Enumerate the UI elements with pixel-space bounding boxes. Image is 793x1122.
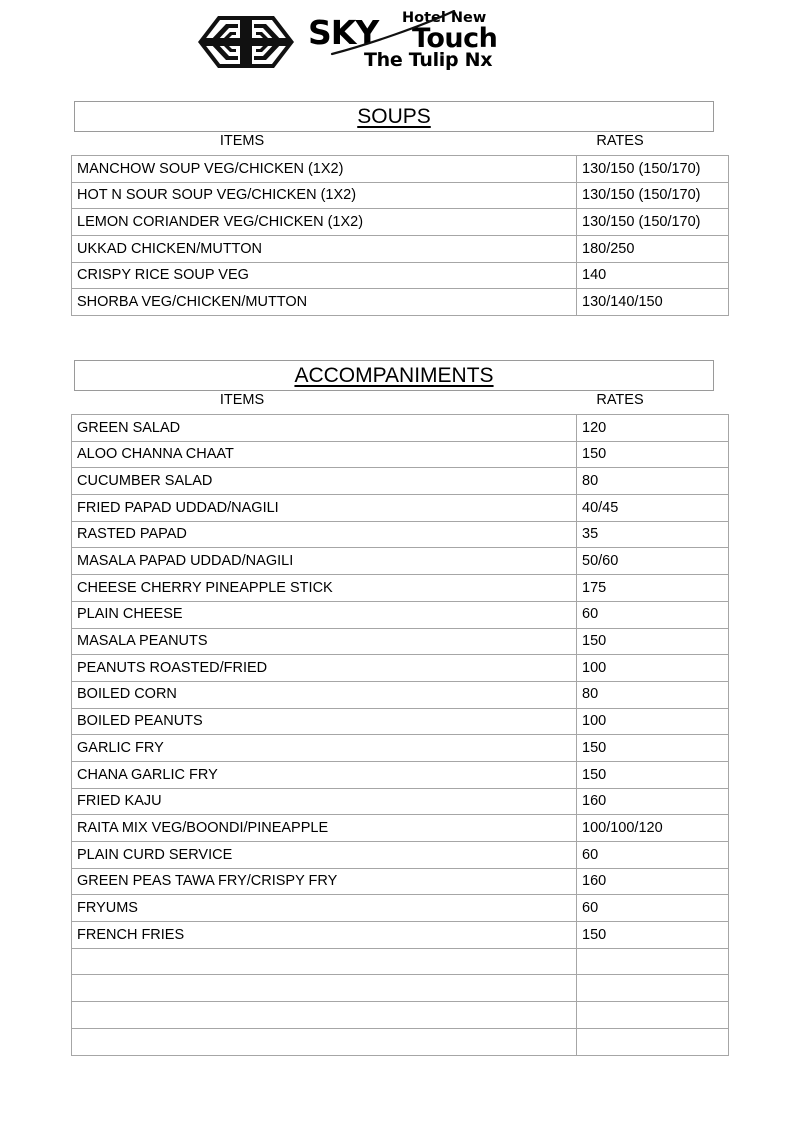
- cell-rate: [577, 1002, 729, 1029]
- table-row: [72, 601, 729, 628]
- cell-rate: 130/150 (150/170): [577, 209, 729, 236]
- cell-rate: 100: [577, 655, 729, 682]
- brand-logo: [196, 8, 556, 74]
- brand-sky-text: SKY: [308, 13, 379, 52]
- cell-item: FRIED KAJU: [72, 788, 577, 815]
- table-row-empty: [72, 948, 729, 975]
- cell-rate: 160: [577, 868, 729, 895]
- cell-item: GREEN PEAS TAWA FRY/CRISPY FRY: [72, 868, 577, 895]
- table-row-empty: [72, 1028, 729, 1055]
- table-row: [72, 895, 729, 922]
- brand-wordmark: [302, 8, 556, 74]
- cell-item: PEANUTS ROASTED/FRIED: [72, 655, 577, 682]
- cell-rate: 100: [577, 708, 729, 735]
- table-row: [72, 628, 729, 655]
- cell-item: FRIED PAPAD UDDAD/NAGILI: [72, 495, 577, 522]
- cell-rate: 175: [577, 575, 729, 602]
- table-row: [72, 655, 729, 682]
- menu-table-body: [72, 415, 729, 1056]
- cell-rate: 120: [577, 415, 729, 442]
- table-row: [72, 441, 729, 468]
- cell-rate: 60: [577, 842, 729, 869]
- table-row: [72, 681, 729, 708]
- column-header-items: ITEMS: [219, 392, 265, 408]
- cell-item: CHANA GARLIC FRY: [72, 761, 577, 788]
- table-row: [72, 922, 729, 949]
- cell-item: ALOO CHANNA CHAAT: [72, 441, 577, 468]
- table-row: [72, 708, 729, 735]
- cell-item: BOILED CORN: [72, 681, 577, 708]
- menu-table-body: [72, 156, 729, 316]
- cell-rate: 160: [577, 788, 729, 815]
- cell-item: BOILED PEANUTS: [72, 708, 577, 735]
- table-row: [72, 575, 729, 602]
- cell-item: CRISPY RICE SOUP VEG: [72, 262, 577, 289]
- brand-hotel-new-text: Hotel New: [402, 10, 487, 26]
- cell-item: GARLIC FRY: [72, 735, 577, 762]
- table-row: [72, 521, 729, 548]
- cell-rate: 180/250: [577, 236, 729, 263]
- table-row: [72, 262, 729, 289]
- table-row: [72, 236, 729, 263]
- cell-rate: 150: [577, 628, 729, 655]
- cell-rate: 40/45: [577, 495, 729, 522]
- cell-item: LEMON CORIANDER VEG/CHICKEN (1X2): [72, 209, 577, 236]
- table-row: [72, 156, 729, 183]
- column-header-items: ITEMS: [219, 133, 265, 149]
- cell-item: CHEESE CHERRY PINEAPPLE STICK: [72, 575, 577, 602]
- hexagon-maze-emblem-icon: [196, 14, 296, 70]
- table-row: [72, 548, 729, 575]
- cell-rate: 80: [577, 468, 729, 495]
- cell-item: HOT N SOUR SOUP VEG/CHICKEN (1X2): [72, 182, 577, 209]
- cell-item: UKKAD CHICKEN/MUTTON: [72, 236, 577, 263]
- table-row: [72, 468, 729, 495]
- table-row: [72, 415, 729, 442]
- section-title: ACCOMPANIMENTS: [294, 364, 494, 387]
- brand-touch-text: Touch: [412, 23, 498, 54]
- cell-item: GREEN SALAD: [72, 415, 577, 442]
- cell-rate: 150: [577, 761, 729, 788]
- cell-rate: 35: [577, 521, 729, 548]
- cell-item: [72, 948, 577, 975]
- table-row: [72, 868, 729, 895]
- table-row: [72, 182, 729, 209]
- cell-item: MASALA PAPAD UDDAD/NAGILI: [72, 548, 577, 575]
- table-row: [72, 209, 729, 236]
- cell-rate: 130/140/150: [577, 289, 729, 316]
- menu-table-accompaniments: [71, 414, 729, 1056]
- table-row: [72, 788, 729, 815]
- brand-tulip-text: The Tulip Nx: [364, 49, 493, 71]
- cell-item: RASTED PAPAD: [72, 521, 577, 548]
- table-row: [72, 495, 729, 522]
- table-row: [72, 842, 729, 869]
- cell-item: PLAIN CURD SERVICE: [72, 842, 577, 869]
- cell-rate: 100/100/120: [577, 815, 729, 842]
- menu-section-soups: [71, 101, 716, 316]
- cell-item: FRENCH FRIES: [72, 922, 577, 949]
- table-row: [72, 735, 729, 762]
- table-row: [72, 815, 729, 842]
- cell-rate: 150: [577, 735, 729, 762]
- cell-rate: [577, 975, 729, 1002]
- cell-rate: [577, 1028, 729, 1055]
- cell-item: CUCUMBER SALAD: [72, 468, 577, 495]
- table-row-empty: [72, 975, 729, 1002]
- table-row: [72, 289, 729, 316]
- cell-item: MANCHOW SOUP VEG/CHICKEN (1X2): [72, 156, 577, 183]
- cell-item: FRYUMS: [72, 895, 577, 922]
- cell-rate: 80: [577, 681, 729, 708]
- column-header-rates: RATES: [596, 133, 644, 149]
- cell-item: PLAIN CHEESE: [72, 601, 577, 628]
- cell-item: [72, 1002, 577, 1029]
- cell-item: SHORBA VEG/CHICKEN/MUTTON: [72, 289, 577, 316]
- table-row-empty: [72, 1002, 729, 1029]
- column-headers: [71, 132, 716, 154]
- column-headers: [71, 391, 716, 413]
- section-title-box: [74, 360, 714, 391]
- menu-section-accompaniments: [71, 360, 716, 1056]
- cell-item: [72, 975, 577, 1002]
- cell-rate: [577, 948, 729, 975]
- section-title-box: [74, 101, 714, 132]
- cell-rate: 130/150 (150/170): [577, 182, 729, 209]
- cell-rate: 50/60: [577, 548, 729, 575]
- cell-rate: 60: [577, 601, 729, 628]
- cell-rate: 150: [577, 922, 729, 949]
- column-header-rates: RATES: [596, 392, 644, 408]
- letterhead: [0, 0, 793, 84]
- cell-item: [72, 1028, 577, 1055]
- cell-rate: 60: [577, 895, 729, 922]
- cell-rate: 130/150 (150/170): [577, 156, 729, 183]
- menu-table-soups: [71, 155, 729, 316]
- cell-rate: 150: [577, 441, 729, 468]
- cell-rate: 140: [577, 262, 729, 289]
- cell-item: RAITA MIX VEG/BOONDI/PINEAPPLE: [72, 815, 577, 842]
- table-row: [72, 761, 729, 788]
- section-title: SOUPS: [357, 105, 431, 128]
- cell-item: MASALA PEANUTS: [72, 628, 577, 655]
